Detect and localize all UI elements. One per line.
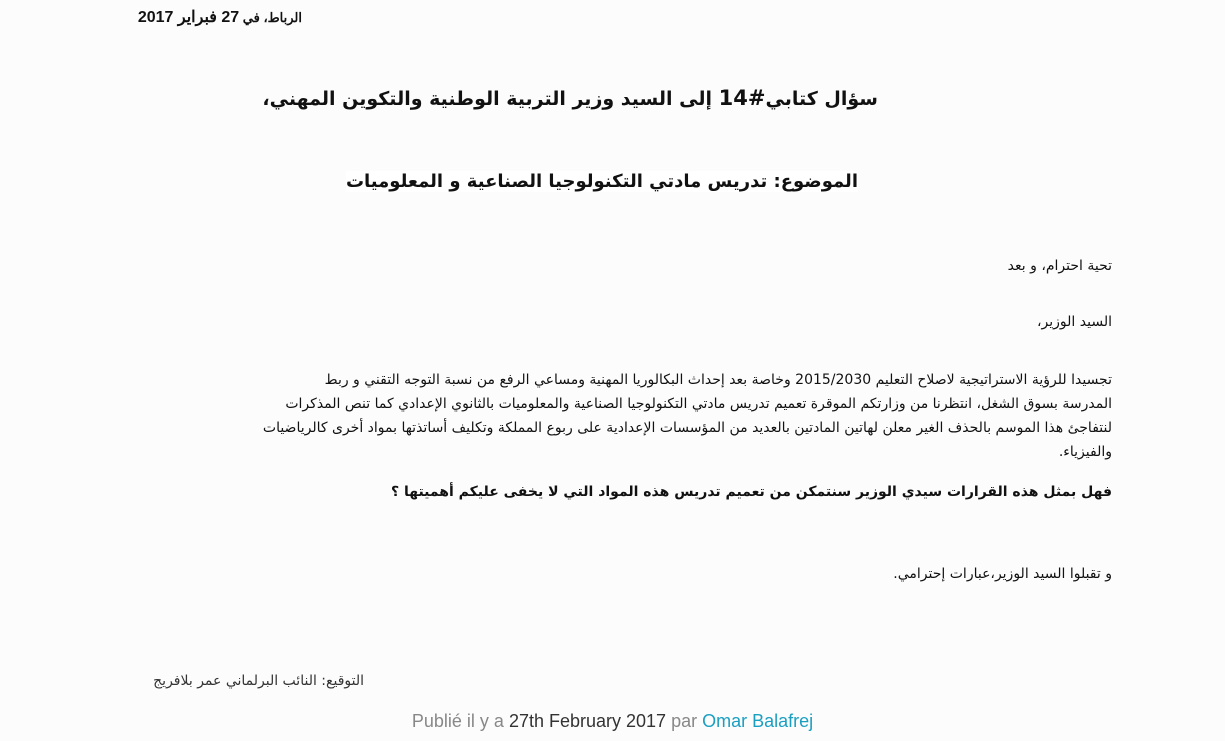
question-number: #14 bbox=[718, 86, 766, 110]
date-value: 27 فبراير 2017 bbox=[137, 9, 240, 26]
by-label: par bbox=[671, 711, 698, 731]
date-prefix: الرباط، في bbox=[242, 10, 302, 25]
question-text: فهل بمثل هذه القرارات سيدي الوزير سنتمكن من تعميم تدريس هذه المواد التي لا يخفى عليكم أهميتها ؟ bbox=[390, 484, 1112, 500]
paragraph-line: تجسيدا للرؤية الاستراتيجية لاصلاح التعليم 2015/2030 وخاصة بعد إحداث البكالوريا المهنية ومساعي الرفع من نسبة التوجه التقني و ربط bbox=[324, 372, 1112, 388]
subject-text: الموضوع: تدريس مادتي التكنولوجيا الصناعية و المعلوميات bbox=[345, 171, 858, 192]
letter-paragraph bbox=[116, 368, 1112, 464]
address-line: السيد الوزير، bbox=[1037, 314, 1112, 330]
greeting: تحية احترام، و بعد bbox=[1007, 258, 1112, 274]
title-suffix: إلى السيد وزير التربية الوطنية والتكوين المهني، bbox=[262, 88, 713, 110]
published-prefix: Publié il y a bbox=[411, 711, 504, 731]
subject-line bbox=[345, 171, 858, 201]
question-title bbox=[262, 86, 878, 114]
letter-date bbox=[108, 7, 302, 29]
paragraph-line: المدرسة بسوق الشغل، انتظرنا من وزارتكم الموقرة تعميم تدريس مادتي التكنولوجيا الصناعية والمعلوميات بالثانوي الإعدادي كما تنص المذكرات bbox=[285, 396, 1112, 412]
published-date: 27th February 2017 bbox=[508, 711, 667, 731]
paragraph-line: لنتفاجئ هذا الموسم بالحذف الغير معلن لهاتين المادتين بالعديد من المؤسسات الإعدادية على ربوع المملكة وتكليف أساتذتها بمواد أخرى كالرياضيات bbox=[262, 420, 1112, 436]
signature: التوقيع: النائب البرلماني عمر بلافريج bbox=[153, 673, 364, 689]
title-prefix: سؤال كتابي bbox=[765, 88, 878, 110]
closing-line: و تقبلوا السيد الوزير،عبارات إحترامي. bbox=[893, 566, 1112, 582]
author-link[interactable]: Omar Balafrej bbox=[702, 711, 814, 731]
publication-footer bbox=[0, 711, 1225, 732]
paragraph-line: والفيزياء. bbox=[1058, 444, 1112, 460]
